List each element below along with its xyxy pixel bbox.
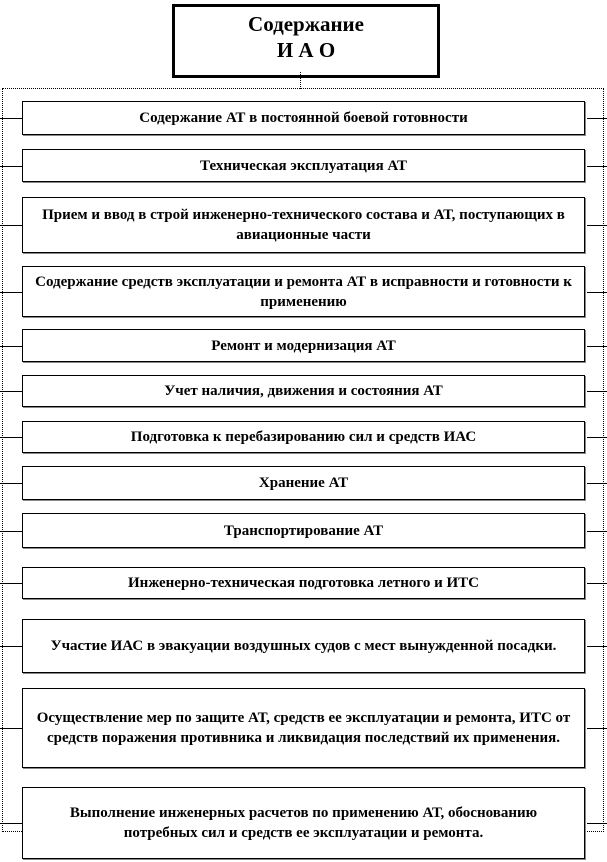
connector-tick	[0, 346, 22, 347]
function-label: Инженерно-техническая подготовка летного и ИТС	[128, 575, 479, 591]
root-node	[172, 4, 440, 78]
function-box	[22, 329, 585, 362]
function-box	[22, 149, 585, 182]
connector-tick	[0, 292, 22, 293]
connector-tick	[587, 166, 607, 167]
function-box	[22, 567, 585, 599]
connector-tick	[0, 646, 22, 647]
connector-tick	[0, 583, 22, 584]
function-label: Участие ИАС в эвакуации воздушных судов с мест вынужденной посадки.	[50, 638, 557, 654]
function-box	[22, 787, 585, 859]
connector-tick	[0, 728, 22, 729]
connector-tick	[587, 225, 607, 226]
function-label: Хранение АТ	[258, 475, 349, 491]
connector-tick	[0, 166, 22, 167]
function-box	[22, 197, 585, 253]
root-title-line2: И А О	[276, 38, 336, 62]
function-label: Ремонт и модернизация АТ	[211, 337, 396, 354]
connector-tick	[587, 346, 607, 347]
function-label: Содержание АТ в постоянной боевой готовности	[139, 110, 468, 126]
connector-tick	[587, 437, 607, 438]
function-box	[22, 101, 585, 135]
function-label: Учет наличия, движения и состояния АТ	[164, 383, 443, 399]
function-box	[22, 688, 585, 768]
function-box	[22, 375, 585, 407]
connector-tick	[587, 118, 607, 119]
connector-line	[300, 72, 301, 89]
connector-tick	[587, 646, 607, 647]
function-label: Выполнение инженерных расчетов по применению АТ, обоснованию потребных сил и средств ее эксплуатации и ремонта.	[69, 805, 538, 841]
connector-tick	[587, 391, 607, 392]
connector-tick	[587, 583, 607, 584]
function-box	[22, 619, 585, 673]
function-label: Прием и ввод в строй инженерно-технического состава и АТ, поступающих в авиационные части	[42, 207, 565, 243]
connector-tick	[587, 728, 607, 729]
function-label: Содержание средств эксплуатации и ремонта АТ в исправности и готовности к применению	[35, 273, 572, 310]
function-box	[22, 513, 585, 548]
function-box	[22, 421, 585, 453]
connector-tick	[587, 531, 607, 532]
function-box	[22, 266, 585, 317]
function-label: Транспортирование АТ	[223, 522, 384, 539]
connector-tick	[0, 391, 22, 392]
connector-tick	[0, 531, 22, 532]
function-label: Подготовка к перебазированию сил и средств ИАС	[130, 429, 477, 445]
connector-tick	[587, 292, 607, 293]
connector-tick	[0, 118, 22, 119]
connector-tick	[0, 823, 22, 824]
function-label: Осуществление мер по защите АТ, средств ее эксплуатации и ремонта, ИТС от средств поражения противника и ликвидация последствий их применения.	[36, 710, 571, 746]
connector-tick	[0, 437, 22, 438]
root-title-line1: Содержание	[248, 12, 364, 36]
connector-tick	[587, 483, 607, 484]
function-label: Техническая эксплуатация АТ	[200, 157, 407, 174]
connector-tick	[0, 225, 22, 226]
connector-tick	[0, 483, 22, 484]
function-box	[22, 466, 585, 500]
connector-tick	[587, 823, 607, 824]
